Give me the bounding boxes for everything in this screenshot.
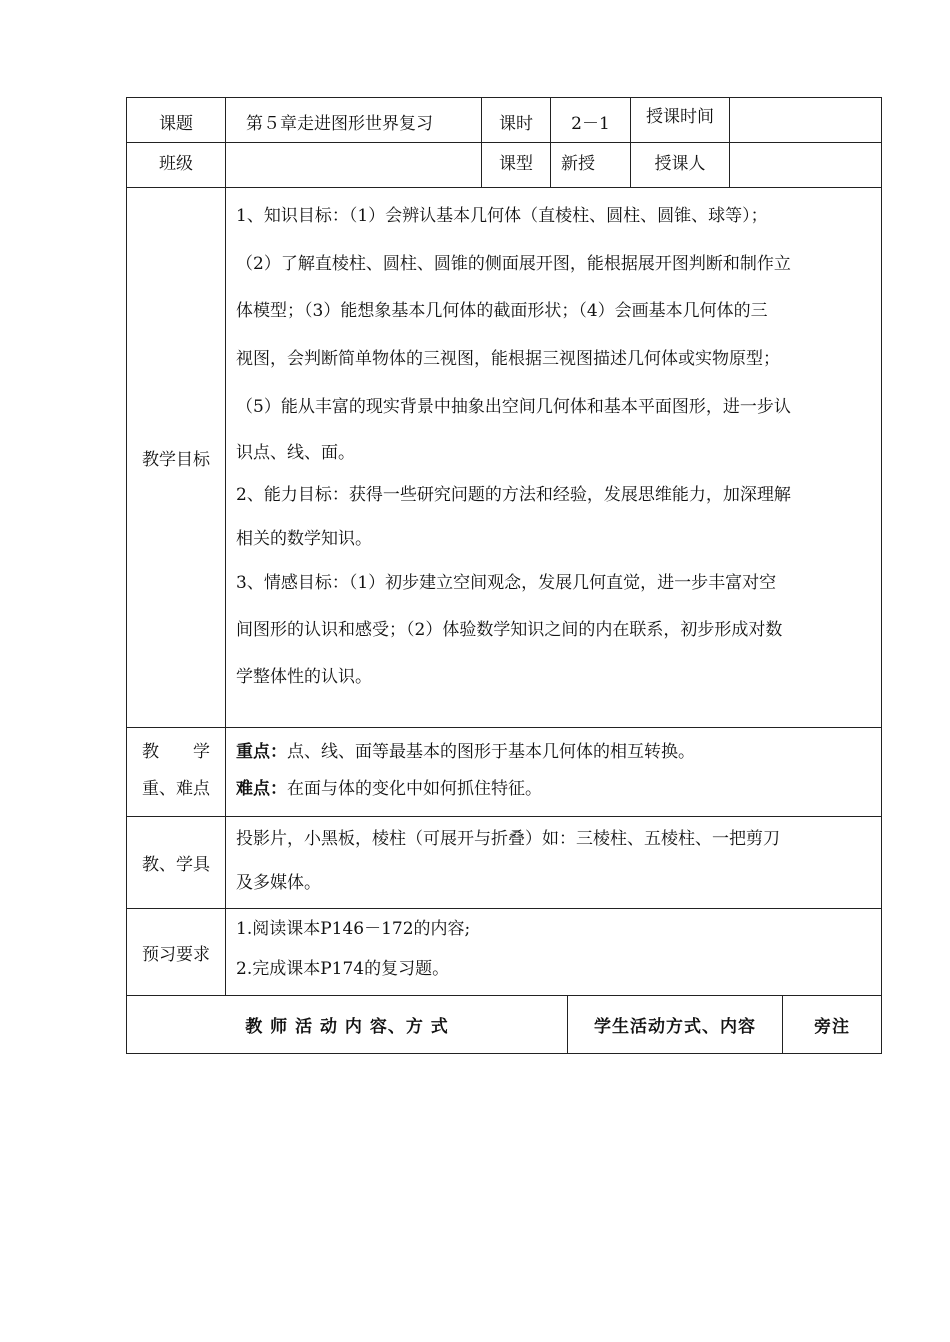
- key-points-label: 教 学 重、难点: [127, 728, 226, 816]
- preview-label: 预习要求: [127, 909, 226, 995]
- tools-row: [127, 817, 881, 909]
- tools-content: 投影片，小黑板，棱柱（可展开与折叠）如：三棱柱、五棱柱、一把剪刀 及多媒体。: [236, 829, 780, 893]
- objective-line: （5）能从丰富的现实背景中抽象出空间几何体和基本平面图形，进一步认: [236, 396, 791, 417]
- objective-line: （2）了解直棱柱、圆柱、圆锥的侧面展开图，能根据展开图判断和制作立: [236, 253, 791, 274]
- objective-line: 视图，会判断简单物体的三视图，能根据三视图描述几何体或实物原型；: [236, 349, 780, 370]
- key-points-content: [226, 728, 881, 816]
- objectives-label: 教学目标: [127, 188, 226, 727]
- student-activity-heading: 学生活动方式、内容: [568, 996, 783, 1053]
- key-point-line: 重点：点、线、面等最基本的图形于基本几何体的相互转换。: [236, 742, 695, 762]
- topic-label: 课题: [127, 98, 226, 142]
- class-value: [226, 143, 482, 187]
- objective-line: 学整体性的认识。: [236, 666, 372, 687]
- notes-heading: 旁注: [814, 1017, 850, 1037]
- objective-line: 相关的数学知识。: [236, 528, 372, 549]
- objective-line: 体模型；（3）能想象基本几何体的截面形状；（4）会画基本几何体的三: [236, 301, 768, 322]
- preview-row: [127, 909, 881, 996]
- type-value: 新授: [551, 143, 631, 187]
- objective-line: 间图形的认识和感受；（2）体验数学知识之间的内在联系，初步形成对数: [236, 619, 783, 640]
- objectives-row: [127, 188, 881, 728]
- key-points-row: [127, 728, 881, 817]
- topic-value: 第５章走进图形世界复习: [226, 98, 482, 142]
- teacher-activity-heading: 教 师 活 动 内 容、方 式: [127, 996, 568, 1053]
- lesson-plan-table: [126, 97, 882, 1054]
- objective-line: 3、情感目标：（1）初步建立空间观念，发展几何直觉，进一步丰富对空: [236, 572, 777, 593]
- objectives-content: [226, 188, 881, 727]
- preview-content: 1.阅读课本P146－172的内容; 2.完成课本P174的复习题。: [236, 919, 471, 979]
- teacher-value: [730, 143, 881, 187]
- period-value: 2－1: [551, 98, 631, 142]
- period-label: 课时: [482, 98, 551, 142]
- objective-line: 2、能力目标：获得一些研究问题的方法和经验，发展思维能力，加深理解: [236, 484, 791, 505]
- class-label: 班级: [127, 143, 226, 187]
- time-value: [730, 98, 881, 142]
- teacher-label: 授课人: [631, 143, 730, 187]
- activity-header-row: [127, 996, 881, 1053]
- header-row-1: [127, 98, 881, 143]
- objective-line: 1、知识目标：（1）会辨认基本几何体（直棱柱、圆柱、圆锥、球等）；: [236, 206, 768, 226]
- time-label: 授课时间: [631, 98, 730, 142]
- objective-line: 识点、线、面。: [236, 442, 355, 463]
- header-row-2: [127, 143, 881, 188]
- type-label: 课型: [482, 143, 551, 187]
- difficulty-line: 难点：在面与体的变化中如何抓住特征。: [236, 779, 542, 799]
- tools-label: 教、学具: [127, 817, 226, 908]
